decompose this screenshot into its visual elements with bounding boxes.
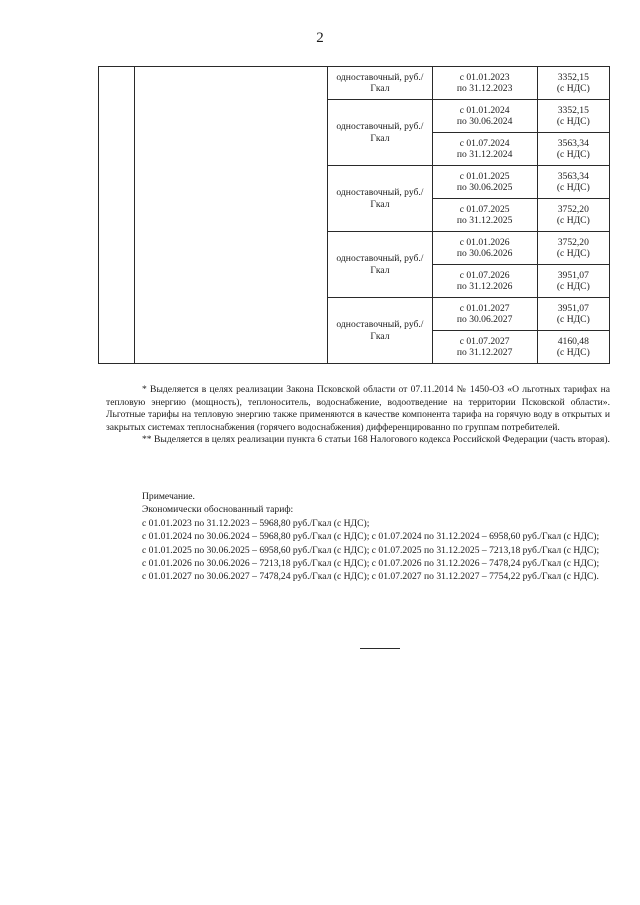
tariff-value-cell — [537, 331, 609, 364]
tariff-value: 3563,34 — [557, 137, 589, 149]
note-heading: Примечание. — [142, 491, 195, 502]
tariff-value-cell — [537, 265, 609, 298]
empty-cell — [99, 67, 135, 364]
period-cell — [432, 232, 537, 265]
footnote-2: ** Выделяется в целях реализации пункта 6 статьи 168 Налогового кодекса Российской Федерации (часть вторая). — [142, 434, 610, 446]
page-number: 2 — [316, 30, 324, 46]
note-line: с 01.01.2023 по 31.12.2023 – 5968,80 руб./Гкал (с НДС); — [142, 517, 370, 529]
note-line: с 01.01.2024 по 30.06.2024 – 5968,80 руб./Гкал (с НДС); с 01.07.2024 по 31.12.2024 – 6958,60 руб./Гкал (с НДС); — [142, 531, 600, 543]
tariff-value: 3563,34 — [557, 170, 589, 182]
table-row — [99, 67, 610, 100]
vat-label: (с НДС) — [556, 248, 590, 259]
tariff-value-cell — [537, 67, 609, 100]
period-cell — [432, 199, 537, 232]
tariff-type-cell: одноставочный, руб./Гкал — [328, 100, 432, 166]
vat-label: (с НДС) — [556, 182, 590, 193]
period-to: по 30.06.2027 — [456, 314, 513, 325]
vat-label: (с НДС) — [556, 116, 590, 127]
note-section — [106, 490, 616, 584]
footnotes — [106, 384, 610, 447]
footnote-1: * Выделяется в целях реализации Закона Псковской области от 07.11.2014 № 1450-ОЗ «О льготных тарифах на тепловую энергию (мощность), теплоноситель, водоснабжение, водоотведение на территории Псковской области». Льготные тарифы на тепловую энергию также применяются в качестве компонента тарифа на горячую воду в открытых и закрытых системах теплоснабжения (горячего водоснабжения) дифференцированно по группам потребителей. — [106, 384, 610, 433]
period-from: с 01.01.2024 — [459, 104, 510, 116]
vat-label: (с НДС) — [556, 149, 590, 160]
vat-label: (с НДС) — [556, 347, 590, 358]
period-from: с 01.01.2027 — [459, 302, 510, 314]
tariff-value-cell — [537, 298, 609, 331]
period-to: по 31.12.2027 — [456, 347, 513, 358]
period-to: по 30.06.2026 — [456, 248, 513, 259]
vat-label: (с НДС) — [556, 314, 590, 325]
note-subheading: Экономически обоснованный тариф: — [142, 504, 294, 516]
empty-cell — [135, 67, 328, 364]
period-from: с 01.07.2027 — [459, 335, 510, 347]
tariff-value-cell — [537, 133, 609, 166]
tariff-type-cell: одноставочный, руб./Гкал — [328, 232, 432, 298]
end-divider — [360, 648, 400, 649]
period-to: по 30.06.2024 — [456, 116, 513, 127]
tariff-value: 3352,15 — [557, 104, 589, 116]
tariff-value-cell — [537, 232, 609, 265]
period-to: по 31.12.2024 — [456, 149, 513, 160]
period-to: по 30.06.2025 — [456, 182, 513, 193]
vat-label: (с НДС) — [556, 83, 590, 94]
period-cell — [432, 67, 537, 100]
tariff-value: 3951,07 — [557, 269, 589, 281]
tariff-value: 4160,48 — [557, 335, 589, 347]
period-from: с 01.07.2026 — [459, 269, 510, 281]
tariff-value-cell — [537, 100, 609, 133]
period-from: с 01.01.2023 — [459, 71, 510, 83]
period-to: по 31.12.2026 — [456, 281, 513, 292]
period-cell — [432, 100, 537, 133]
period-from: с 01.01.2025 — [459, 170, 510, 182]
tariff-value: 3352,15 — [557, 71, 589, 83]
tariff-type-cell: одноставочный, руб./Гкал — [328, 166, 432, 232]
period-cell — [432, 298, 537, 331]
tariff-table — [98, 66, 610, 364]
vat-label: (с НДС) — [556, 281, 590, 292]
period-cell — [432, 133, 537, 166]
tariff-type-cell: одноставочный, руб./Гкал — [328, 298, 432, 364]
vat-label: (с НДС) — [556, 215, 590, 226]
period-from: с 01.07.2024 — [459, 137, 510, 149]
tariff-value: 3951,07 — [557, 302, 589, 314]
period-to: по 31.12.2025 — [456, 215, 513, 226]
period-to: по 31.12.2023 — [456, 83, 513, 94]
period-from: с 01.07.2025 — [459, 203, 510, 215]
tariff-value-cell — [537, 166, 609, 199]
tariff-type-cell: одноставочный, руб./Гкал — [328, 67, 432, 100]
note-line: с 01.01.2026 по 30.06.2026 – 7213,18 руб./Гкал (с НДС); с 01.07.2026 по 31.12.2026 – 7478,24 руб./Гкал (с НДС); — [142, 558, 600, 570]
period-cell — [432, 265, 537, 298]
tariff-value: 3752,20 — [557, 203, 589, 215]
tariff-value-cell — [537, 199, 609, 232]
note-line: с 01.01.2027 по 30.06.2027 – 7478,24 руб./Гкал (с НДС); с 01.07.2027 по 31.12.2027 – 7754,22 руб./Гкал (с НДС). — [142, 571, 599, 583]
period-cell — [432, 331, 537, 364]
period-from: с 01.01.2026 — [459, 236, 510, 248]
tariff-value: 3752,20 — [557, 236, 589, 248]
period-cell — [432, 166, 537, 199]
note-line: с 01.01.2025 по 30.06.2025 – 6958,60 руб./Гкал (с НДС); с 01.07.2025 по 31.12.2025 – 7213,18 руб./Гкал (с НДС); — [142, 544, 600, 556]
